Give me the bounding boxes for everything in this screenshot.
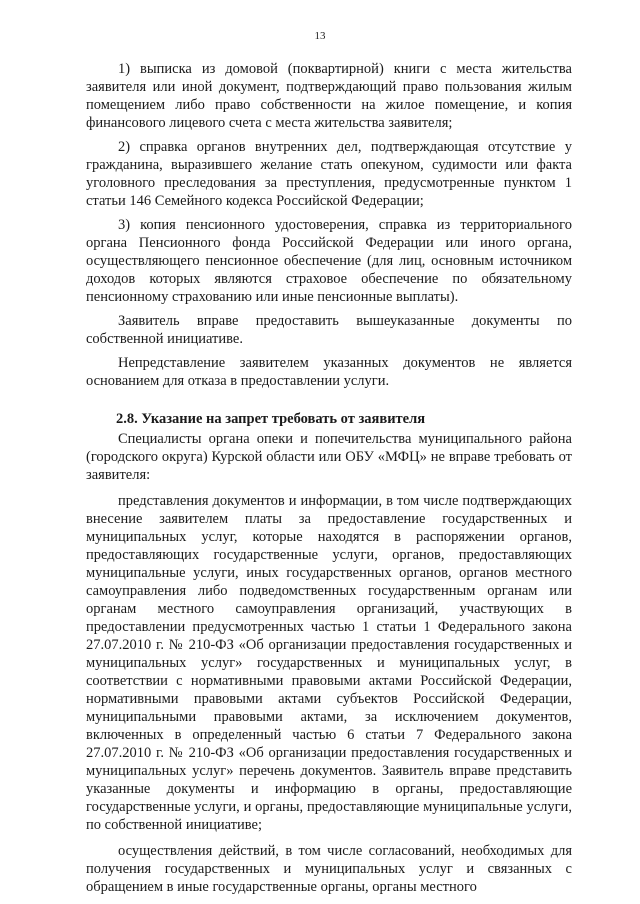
document-body — [86, 60, 572, 904]
paragraph-applicant-right: Заявитель вправе предоставить вышеуказанные документы по собственной инициативе. — [86, 313, 572, 347]
section-item-1: представления документов и информации, в том числе подтверждающих внесение заявителем платы за предоставление государственных и муниципальных услуг, которые находятся в распоряжении органов, предоставляющих государственные услуги, органов, предоставляющих муниципальные услуги, иных государственных органов, органов местного самоуправления либо подведомственных государственным органам или органам местного самоуправления организаций, участвующих в предоставлении предусмотренных частью 1 статьи 1 Федерального закона 27.07.2010 г. № 210-ФЗ «Об организации предоставления государственных и муниципальных услуг» государственных и муниципальных услуг, в соответствии с нормативными правовыми актами Российской Федерации, нормативными правовыми актами субъектов Российской Федерации, муниципальными правовыми актами, за исключением документов, включенных в определенный частью 6 статьи 7 Федерального закона 27.07.2010 г. № 210-ФЗ «Об организации предоставления государственных и муниципальных услуг» перечень документов. Заявитель вправе представить указанные документы и информацию в органы, предоставляющие государственные услуги, и органы, предоставляющие муниципальные услуги, по собственной инициативе; — [86, 493, 572, 833]
section-intro: Специалисты органа опеки и попечительства муниципального района (городского округа) Курской области или ОБУ «МФЦ» не вправе требовать от заявителя: — [86, 431, 572, 483]
paragraph-list-item-3: 3) копия пенсионного удостоверения, справка из территориального органа Пенсионного фонда Российской Федерации или иного органа, осуществляющего пенсионное обеспечение (для лиц, основным источником доходов которых являются страховое обеспечение по обязательному пенсионному страхованию или иные пенсионные выплаты). — [86, 217, 572, 305]
paragraph-list-item-1: 1) выписка из домовой (поквартирной) книги с места жительства заявителя или иной документ, подтверждающий право пользования жилым помещением либо право собственности на жилое помещение, и копия финансового лицевого счета с места жительства заявителя; — [86, 61, 572, 131]
section-heading: 2.8. Указание на запрет требовать от заявителя — [116, 411, 426, 427]
page-number: 13 — [314, 30, 326, 42]
paragraph-list-item-2: 2) справка органов внутренних дел, подтверждающая отсутствие у гражданина, выразившего желание стать опекуном, судимости или факта уголовного преследования за преступления, предусмотренные пунктом 1 статьи 146 Семейного кодекса Российской Федерации; — [86, 139, 572, 209]
paragraph-non-submission: Непредставление заявителем указанных документов не является основанием для отказа в предоставлении услуги. — [86, 355, 572, 389]
section-item-2: осуществления действий, в том числе согласований, необходимых для получения государственных и муниципальных услуг и связанных с обращением в иные государственные органы, органы местного — [86, 843, 572, 895]
